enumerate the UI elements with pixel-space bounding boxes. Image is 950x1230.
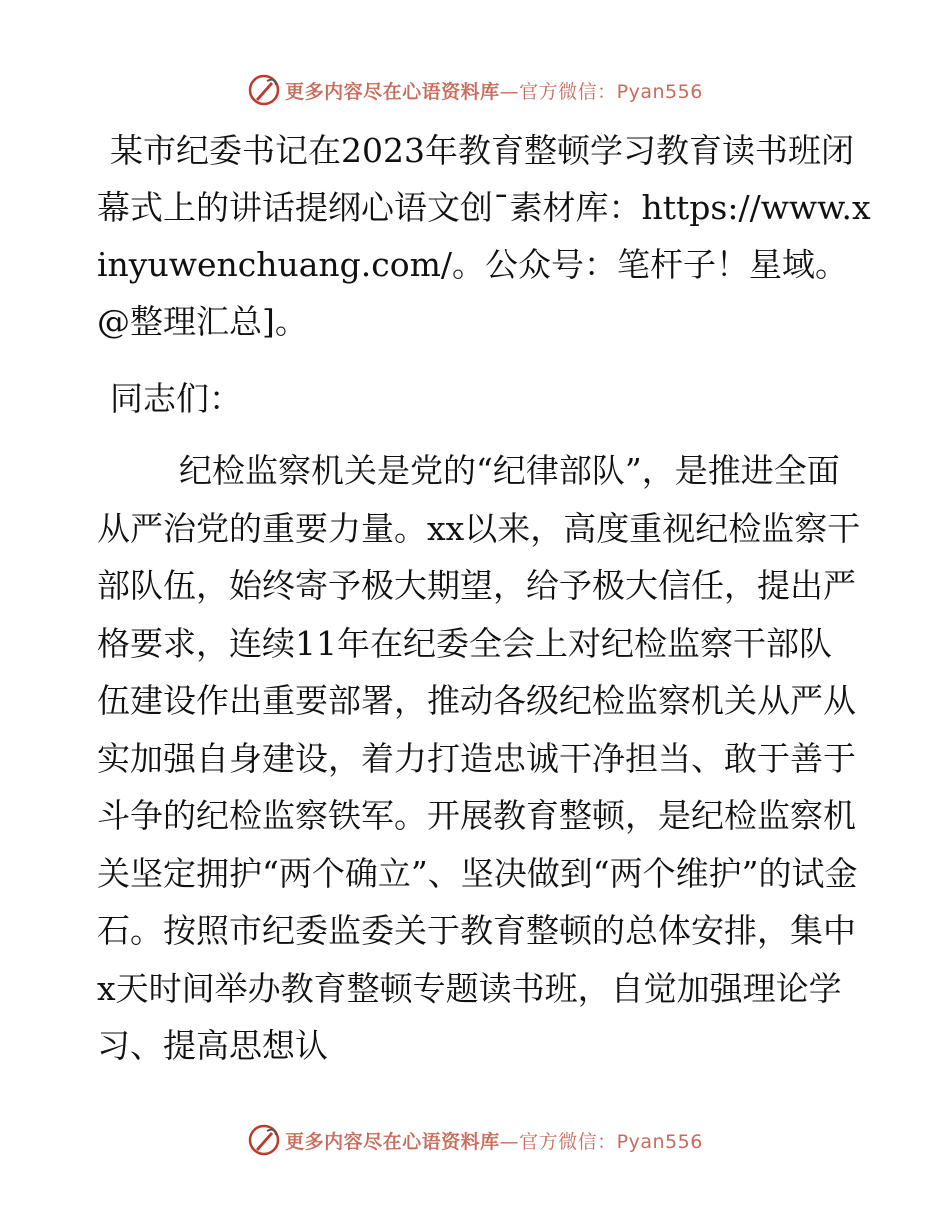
header-watermark-banner xyxy=(0,70,950,110)
footer-wechat-text: —官方微信：Pyan556 xyxy=(499,1130,703,1153)
body-paragraph: 纪检监察机关是党的“纪律部队”，是推进全面从严治党的重要力量。xx以来，高度重视纪检监察干部队伍，始终寄予极大期望，给予极大信任，提出严格要求，连续11年在纪委全会上对纪检监察干部队伍建设作出重要部署，推动各级纪检监察机关从严从实加强自身建设，着力打造忠诚干净担当、敢于善于斗争的纪检监察铁军。开展教育整顿，是纪检监察机关坚定拥护“两个确立”、坚决做到“两个维护”的试金石。按照市纪委监委关于教育整顿的总体安排，集中x天时间举办教育整顿专题读书班，自觉加强理论学习、提高思想认 xyxy=(97,451,861,1065)
footer-banner-text xyxy=(285,1127,703,1154)
document-title: 某市纪委书记在2023年教育整顿学习教育读书班闭幕式上的讲话提纲心语文创¯素材库：https://www.xinyuwenchuang.com/。公众号：笔杆子！星域。@整理汇总]。 xyxy=(97,131,871,341)
footer-site-text: 更多内容尽在心语资料库 xyxy=(285,1130,500,1153)
quill-pen-logo-icon xyxy=(247,73,281,107)
footer-watermark-banner xyxy=(0,1120,950,1160)
header-wechat-text: —官方微信：Pyan556 xyxy=(499,80,703,103)
header-site-text: 更多内容尽在心语资料库 xyxy=(285,80,500,103)
quill-pen-logo-icon xyxy=(247,1123,281,1157)
header-banner-text xyxy=(285,77,703,104)
greeting: 同志们： xyxy=(110,379,242,418)
